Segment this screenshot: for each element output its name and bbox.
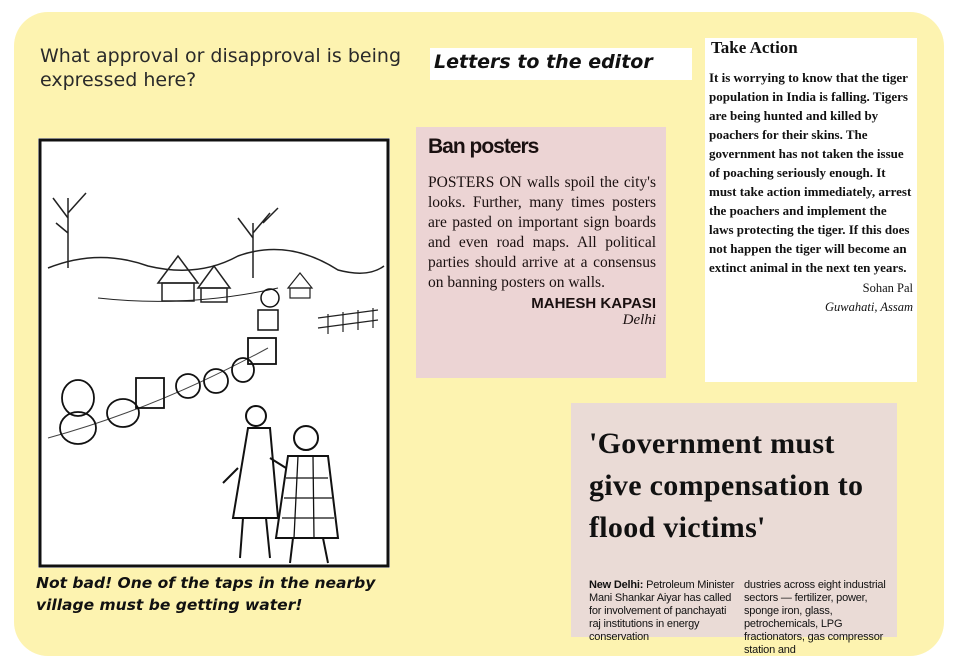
man2-body xyxy=(276,456,338,538)
letter-author: Sohan Pal xyxy=(862,281,913,295)
cartoon-frame xyxy=(40,140,388,566)
news-column-1 xyxy=(589,579,739,644)
news-column-2: dustries across eight industrial sectors — fertilizer, power, sponge iron, glass, petrochemicals, LPG fractionators, gas compressor station and xyxy=(744,579,886,656)
letter-headline: Take Action xyxy=(711,38,798,57)
cartoon-caption: Not bad! One of the taps in the nearby village must be getting water! xyxy=(36,574,376,614)
letter-city: Delhi xyxy=(622,312,656,328)
section-title: Letters to the editor xyxy=(430,48,692,80)
letter-place: Guwahati, Assam xyxy=(825,300,913,314)
letter-ban-posters xyxy=(416,127,666,378)
news-dateline: New Delhi: xyxy=(589,579,644,591)
letter-body: It is worrying to know that the tiger population in India is falling. Tigers are being hunted and killed by poachers for their skins. The government has not taken the issue of poaching seriously enough. It must take action immediately, arrest the poachers and implement the laws protecting the tiger. If this does not happen the tiger will become an extinct animal in the next ten years. xyxy=(709,70,912,275)
news-headline: 'Government must give compensation to flood victims' xyxy=(589,427,864,544)
question-text: What approval or disapproval is being expressed here? xyxy=(40,45,401,91)
letter-take-action xyxy=(705,38,917,382)
cartoon-illustration xyxy=(38,138,390,568)
news-clipping-flood xyxy=(571,403,897,656)
letter-author: MAHESH KAPASI xyxy=(531,295,656,312)
letter-headline: Ban posters xyxy=(428,135,539,158)
news-column-1-text: Petroleum Minister Mani Shankar Aiyar has called for involvement of panchayati raj institutions in energy conservation xyxy=(589,579,735,643)
cartoon-drawing xyxy=(38,138,390,568)
letter-body: POSTERS ON walls spoil the city's looks. Further, many times posters are pasted on important sign boards and even road maps. All political parties should arrive at a consensus on banning posters on walls. xyxy=(428,174,656,291)
